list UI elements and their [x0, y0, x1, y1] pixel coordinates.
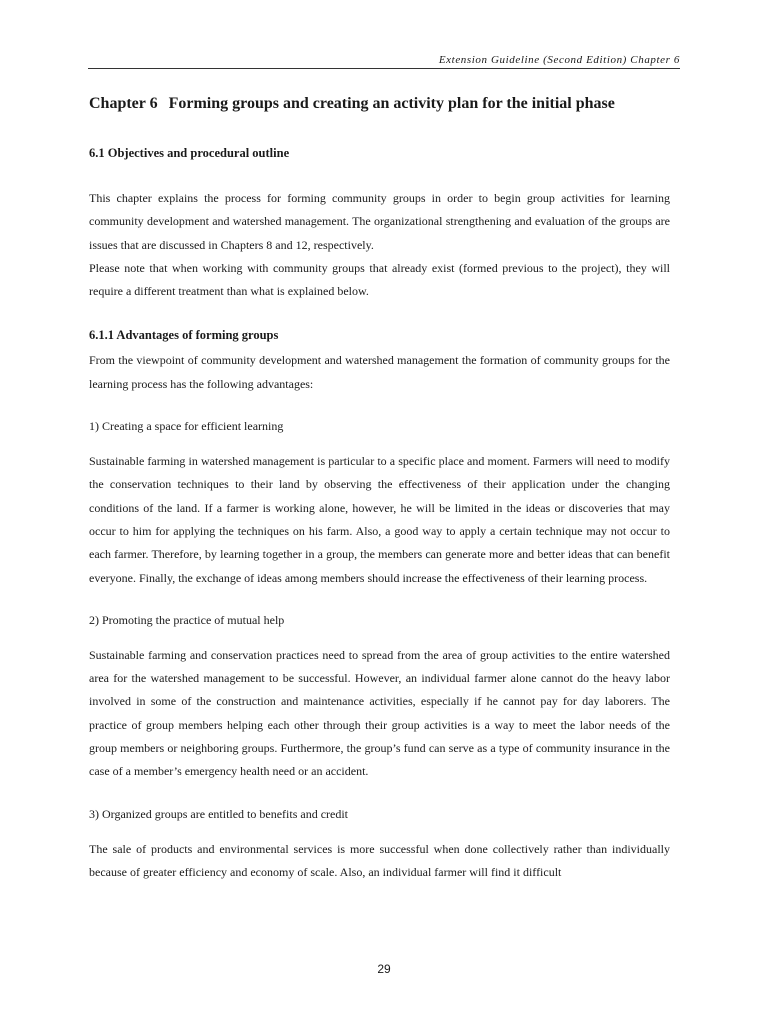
- advantage-1-title: 1) Creating a space for efficient learning: [89, 419, 284, 434]
- advantage-1-text: Sustainable farming in watershed management is particular to a specific place and moment. Farmers will need to modify the conservation techniques to their land by observing the effectiveness of their application under the changing conditions of the land. If a farmer is working alone, however, he will be limited in the ideas or discoveries that may occur to him for applying the techniques on his farm. Also, a good way to apply a certain technique may not occur to each farmer. Therefore, by learning together in a group, the members can generate more and better ideas that can benefit everyone. Finally, the exchange of ideas among members should increase the effectiveness of their learning process.: [89, 454, 670, 585]
- section-6-1-1-intro: From the viewpoint of community development and watershed management the formation of community groups for the learning process has the following advantages:: [89, 353, 670, 391]
- page-number: 29: [377, 962, 391, 976]
- advantage-3-text: The sale of products and environmental services is more successful when done collectively rather than individually because of greater efficiency and economy of scale. Also, an individual farmer will find it difficult: [89, 841, 670, 879]
- advantage-2-text: Sustainable farming and conservation practices need to spread from the area of group activities to the entire watershed area for the watershed management to be successful. However, an individual farmer alone cannot do the heavy labor involved in some of the construction and maintenance activities, especially if he cannot pay for day laborers. The practice of group members helping each other through their group activities is a way to meet the labor needs of the group members or neighboring groups. Furthermore, the group’s fund can serve as a type of community insurance in the case of a member’s emergency health need or an accident.: [89, 647, 670, 779]
- advantage-3-title: 3) Organized groups are entitled to benefits and credit: [89, 806, 349, 821]
- chapter-title-text: Forming groups and creating an activity plan for the initial phase: [168, 95, 615, 112]
- section-heading-6-1: 6.1 Objectives and procedural outline: [89, 146, 290, 160]
- chapter-title: [89, 94, 670, 114]
- section-6-1-paragraph-2: Please note that when working with community groups that already exist (formed previous to the project), they will require a different treatment than what is explained below.: [89, 260, 670, 299]
- section-heading-6-1-1: 6.1.1 Advantages of forming groups: [89, 328, 279, 343]
- section-6-1-paragraph-1: This chapter explains the process for forming community groups in order to begin group activities for learning community development and watershed management. The organizational strengthening and evaluation of the groups are issues that are discussed in Chapters 8 and 12, respectively.: [89, 191, 670, 252]
- chapter-number: Chapter 6: [89, 95, 158, 112]
- running-header: Extension Guideline (Second Edition) Chapter 6: [88, 54, 680, 69]
- advantage-2-title: 2) Promoting the practice of mutual help: [89, 612, 285, 627]
- page-body: [89, 94, 670, 884]
